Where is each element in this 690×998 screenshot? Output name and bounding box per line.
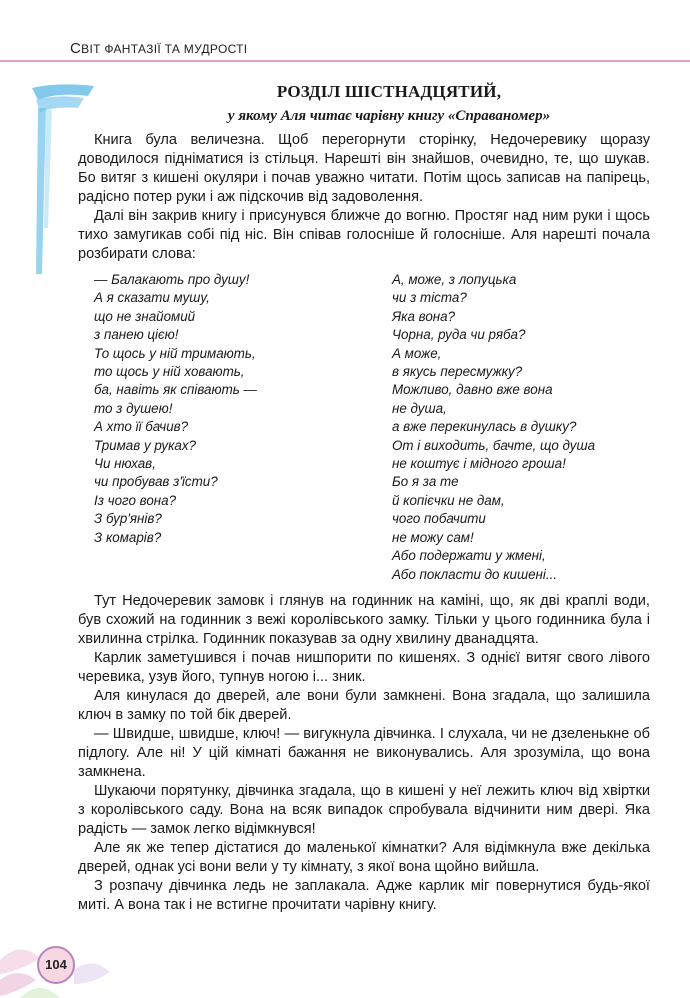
poem-line: З комарів?	[94, 529, 162, 545]
poem-line: Тримав у руках?	[94, 437, 196, 453]
poem-line: з панею цією!	[94, 327, 179, 343]
poem-line: То щось у ній тримають,	[94, 345, 256, 361]
poem-line: Або подержати у жмені,	[392, 548, 546, 564]
paragraph: Тут Недочеревик замовк і глянув на годинник на каміні, що, як дві краплі води, був схожий на годинник з вежі королівського замку. Тільки у цього годинника була і хвилинна стрілка. Годинник показував за одну хвилину дванадцята.	[78, 593, 650, 647]
poem-line: Яка вона?	[392, 308, 456, 324]
intro-text	[78, 131, 650, 264]
running-head-rest: ВІТ ФАНТАЗІЇ ТА МУДРОСТІ	[81, 42, 248, 56]
poem-line: в якусь пересмужку?	[392, 364, 523, 380]
poem-line: — Балакають про душу!	[94, 272, 250, 287]
poem-line: Бо я за те	[392, 474, 459, 490]
story-text	[78, 592, 650, 915]
paragraph: Карлик заметушився і почав нишпорити по кишенях. З однієї витяг свого лівого черевика, узув його, тупнув ногою і... зник.	[78, 650, 650, 685]
running-head	[70, 40, 247, 57]
chapter-title: РОЗДІЛ ШІСТНАДЦЯТИЙ,	[276, 82, 502, 101]
poem-line: Чорна, руда чи ряба?	[392, 327, 526, 343]
paragraph: — Швидше, швидше, ключ! — вигукнула дівчинка. І слухала, чи не дзеленькне об підлогу. Але ні! У цій кімнаті бажання не виконувались. Аля зрозуміла, що вона замкнена.	[78, 726, 650, 780]
poem-line: що не знайомий	[94, 308, 196, 324]
paragraph: Шукаючи порятунку, дівчинка згадала, що в кишені у неї лежить ключ від хвіртки з королівського саду. Вона на всяк випадок спробувала відчинити ним двері. Яка радість — замок легко відімкнувся!	[78, 783, 650, 837]
poem-line: й копієчки не дам,	[392, 492, 505, 508]
poem-line: ба, навіть як співають —	[94, 382, 257, 398]
paragraph: Далі він закрив книгу і присунувся ближче до вогню. Простяг над ним руки і щось тихо замугикав собі під ніс. Він співав голосніше й голосніше. Аля нарешті почала розбирати слова:	[78, 208, 650, 262]
poem-line: Можливо, давно вже вона	[392, 382, 553, 398]
poem-line: Із чого вона?	[94, 492, 177, 508]
running-head-initial: С	[70, 40, 82, 57]
poem-line: А може,	[392, 345, 442, 361]
poem-line: а вже перекинулась в душку?	[392, 419, 577, 435]
poem-line: А, може, з лопуцька	[392, 272, 517, 287]
paragraph: Але як же тепер дістатися до маленької кімнатки? Аля відімкнула вже декілька дверей, однак усі вони вели у ту кімнату, з якої вона щойно вийшла.	[78, 840, 650, 875]
poem-line: чого побачити	[392, 511, 486, 527]
poem-line: чи з тіста?	[392, 290, 467, 306]
poem-line: то щось у ній ховають,	[94, 364, 245, 380]
poem-line: Чи нюхав,	[94, 456, 156, 472]
poem-line: А хто її бачив?	[94, 419, 189, 435]
poem-line: не душа,	[392, 400, 447, 416]
paragraph: З розпачу дівчинка ледь не заплакала. Адже карлик міг повернутися будь-якої миті. А вона так і не встигне прочитати чарівну книгу.	[78, 878, 650, 913]
poem-line: то з душею!	[94, 400, 173, 416]
header-rule	[0, 60, 690, 62]
poem-right-column	[392, 271, 595, 584]
poem-line: не можу сам!	[392, 529, 474, 545]
poem-line: Або покласти до кишені...	[392, 566, 558, 582]
poem-line: От і виходить, бачте, що душа	[392, 437, 596, 453]
page-number-badge: 104	[37, 946, 75, 984]
poem-left-column	[94, 271, 257, 547]
poem-line: чи пробував з'їсти?	[94, 474, 218, 490]
chapter-subtitle: у якому Аля читає чарівну книгу «Справаномер»	[227, 108, 551, 124]
poem-line: З бур'янів?	[94, 511, 162, 527]
poem-line: А я сказати мушу,	[94, 290, 210, 306]
paragraph: Аля кинулася до дверей, але вони були замкнені. Вона згадала, що залишила ключ в замку по той бік дверей.	[78, 688, 650, 723]
poem-line: не коштує і мідного гроша!	[392, 456, 566, 472]
paragraph: Книга була величезна. Щоб перегорнути сторінку, Недочеревику щоразу доводилося підніматися із стільця. Нарешті він знайшов, очевидно, те, що шукав. Бо витяг з кишені окуляри і почав уважно читати. Потім щось записав на папірець, радісно потер руки і аж підскочив від задоволення.	[78, 132, 650, 205]
